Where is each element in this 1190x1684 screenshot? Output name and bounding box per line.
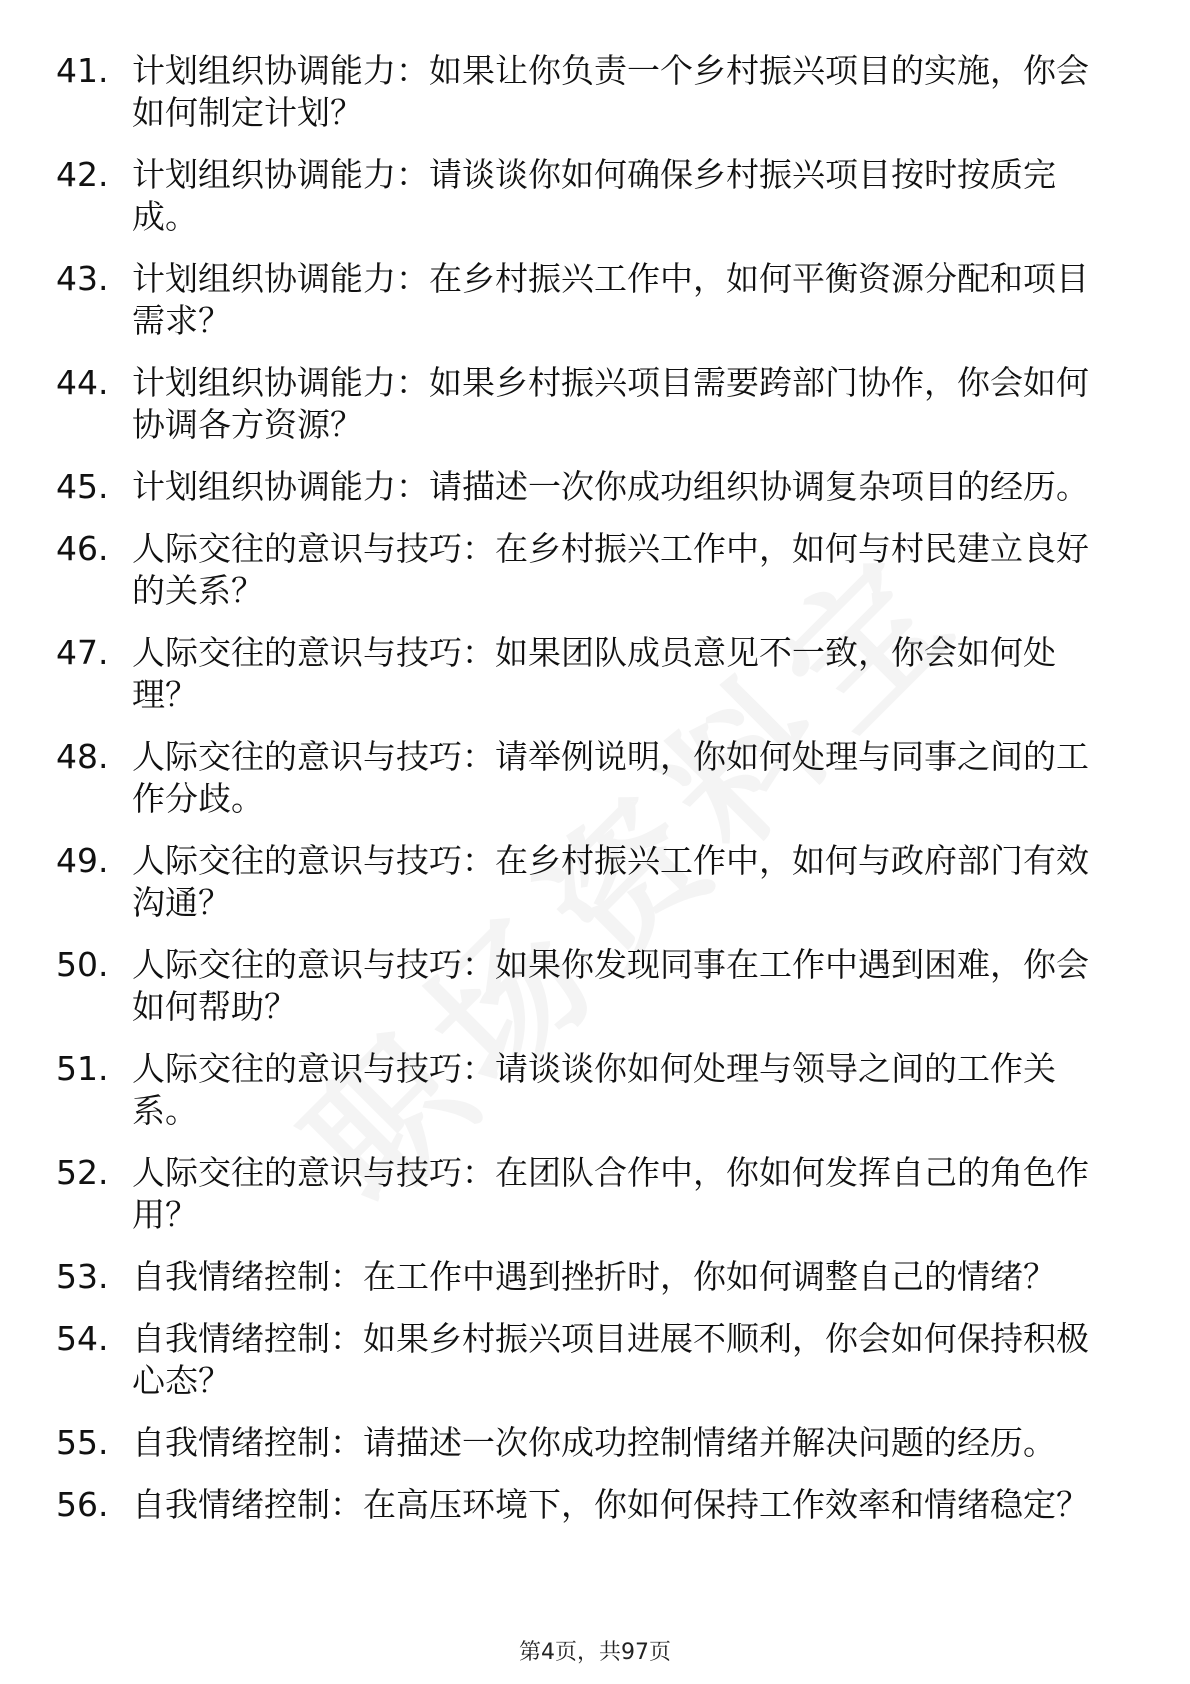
question-text: 人际交往的意识与技巧：在团队合作中，你如何发挥自己的角色作用？ [132, 1153, 1089, 1234]
question-text: 计划组织协调能力：请描述一次你成功组织协调复杂项目的经历。 [132, 467, 1089, 506]
page-footer: 第4页，共97页 [519, 1640, 671, 1665]
list-item [56, 736, 1116, 820]
question-number: 43. [56, 259, 109, 298]
question-text: 自我情绪控制：请描述一次你成功控制情绪并解决问题的经历。 [132, 1423, 1056, 1462]
question-text: 计划组织协调能力：如果乡村振兴项目需要跨部门协作，你会如何协调各方资源？ [132, 363, 1089, 444]
list-item [56, 1318, 1116, 1402]
list-item [56, 154, 1116, 238]
question-list [56, 50, 1116, 1546]
question-number: 53. [56, 1257, 109, 1296]
question-number: 55. [56, 1423, 109, 1462]
question-number: 56. [56, 1485, 109, 1524]
question-number: 47. [56, 633, 109, 672]
list-item [56, 1048, 1116, 1132]
question-number: 49. [56, 841, 109, 880]
question-number: 50. [56, 945, 109, 984]
question-text: 人际交往的意识与技巧：请谈谈你如何处理与领导之间的工作关系。 [132, 1049, 1056, 1130]
question-number: 48. [56, 737, 109, 776]
list-item [56, 1152, 1116, 1236]
list-item [56, 528, 1116, 612]
question-text: 人际交往的意识与技巧：在乡村振兴工作中，如何与村民建立良好的关系？ [132, 529, 1089, 610]
list-item [56, 1256, 1116, 1298]
question-text: 计划组织协调能力：如果让你负责一个乡村振兴项目的实施，你会如何制定计划？ [132, 51, 1089, 132]
question-text: 人际交往的意识与技巧：在乡村振兴工作中，如何与政府部门有效沟通？ [132, 841, 1089, 922]
list-item [56, 632, 1116, 716]
list-item [56, 840, 1116, 924]
question-text: 人际交往的意识与技巧：如果你发现同事在工作中遇到困难，你会如何帮助？ [132, 945, 1089, 1026]
list-item [56, 258, 1116, 342]
list-item [56, 1484, 1116, 1526]
question-number: 54. [56, 1319, 109, 1358]
list-item [56, 466, 1116, 508]
question-text: 计划组织协调能力：请谈谈你如何确保乡村振兴项目按时按质完成。 [132, 155, 1056, 236]
list-item [56, 50, 1116, 134]
list-item [56, 944, 1116, 1028]
question-text: 计划组织协调能力：在乡村振兴工作中，如何平衡资源分配和项目需求？ [132, 259, 1089, 340]
question-text: 自我情绪控制：在高压环境下，你如何保持工作效率和情绪稳定？ [132, 1485, 1089, 1524]
question-number: 42. [56, 155, 109, 194]
question-text: 自我情绪控制：如果乡村振兴项目进展不顺利，你会如何保持积极心态？ [132, 1319, 1089, 1400]
list-item [56, 1422, 1116, 1464]
question-number: 46. [56, 529, 109, 568]
question-text: 人际交往的意识与技巧：如果团队成员意见不一致，你会如何处理？ [132, 633, 1056, 714]
question-number: 52. [56, 1153, 109, 1192]
question-number: 51. [56, 1049, 109, 1088]
list-item [56, 362, 1116, 446]
question-number: 44. [56, 363, 109, 402]
question-text: 自我情绪控制：在工作中遇到挫折时，你如何调整自己的情绪？ [132, 1257, 1056, 1296]
question-text: 人际交往的意识与技巧：请举例说明，你如何处理与同事之间的工作分歧。 [132, 737, 1089, 818]
question-number: 45. [56, 467, 109, 506]
question-number: 41. [56, 51, 109, 90]
